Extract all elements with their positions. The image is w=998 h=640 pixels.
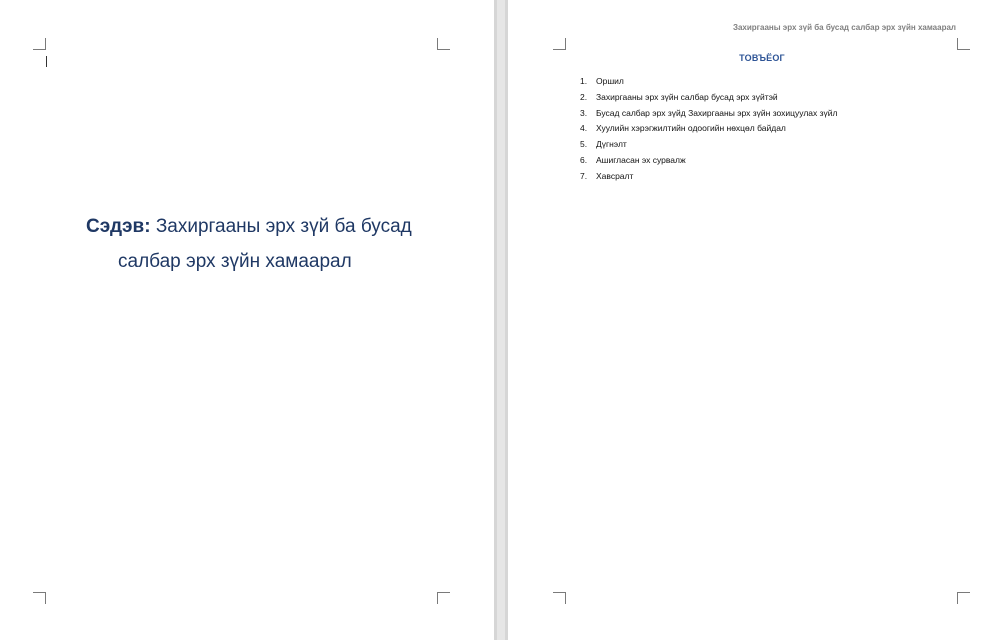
margin-mark-bottom-right: [957, 592, 970, 604]
toc-item-text: Оршил: [596, 76, 624, 86]
toc-item-number: 7.: [580, 170, 588, 181]
toc-item[interactable]: [580, 139, 838, 155]
toc-item-number: 4.: [580, 123, 588, 134]
toc-item-text: Хуулийн хэрэгжилтийн одоогийн нөхцөл байдал: [596, 123, 786, 134]
toc-item-text: Хавсралт: [596, 170, 634, 181]
title-line-2: салбар эрх зүйн хамаарал: [118, 251, 352, 272]
text-cursor: [46, 56, 47, 67]
margin-mark-bottom-left: [33, 592, 46, 604]
page-2[interactable]: [508, 0, 998, 640]
page-gap: [494, 0, 497, 640]
margin-mark-top-left: [553, 38, 566, 50]
toc-item[interactable]: [580, 92, 838, 108]
title-label: Сэдэв:: [86, 216, 151, 237]
toc-item[interactable]: [580, 123, 838, 139]
cover-title[interactable]: [86, 209, 466, 279]
toc-item-text: Ашигласан эх сурвалж: [596, 154, 686, 165]
toc-item-text: Захиргааны эрх зүйн салбар бусад эрх зүйтэй: [596, 91, 778, 102]
margin-mark-top-right: [437, 38, 450, 50]
page-1[interactable]: [0, 0, 494, 640]
toc-item-text: Дүгнэлт: [596, 139, 627, 150]
toc-heading[interactable]: ТОВЪЁОГ: [739, 53, 785, 63]
toc-item-number: 6.: [580, 154, 588, 165]
toc-item[interactable]: [580, 76, 838, 92]
margin-mark-bottom-left: [553, 592, 566, 604]
toc-item-number: 5.: [580, 139, 588, 150]
toc-item[interactable]: [580, 171, 838, 187]
running-header[interactable]: Захиргааны эрх зүй ба бусад салбар эрх зүйн хамаарал: [732, 23, 956, 32]
title-line-1: Захиргааны эрх зүй ба бусад: [155, 216, 412, 237]
toc-item-number: 3.: [580, 107, 588, 118]
toc-item-number: 2.: [580, 91, 588, 102]
margin-mark-bottom-right: [437, 592, 450, 604]
toc-item-number: 1.: [580, 76, 588, 86]
margin-mark-top-left: [33, 38, 46, 50]
toc-item[interactable]: [580, 155, 838, 171]
margin-mark-top-right: [957, 38, 970, 50]
toc-list: [580, 76, 838, 187]
toc-item[interactable]: [580, 108, 838, 124]
toc-item-text: Бусад салбар эрх зүйд Захиргааны эрх зүйн зохицуулах зүйл: [596, 107, 838, 118]
